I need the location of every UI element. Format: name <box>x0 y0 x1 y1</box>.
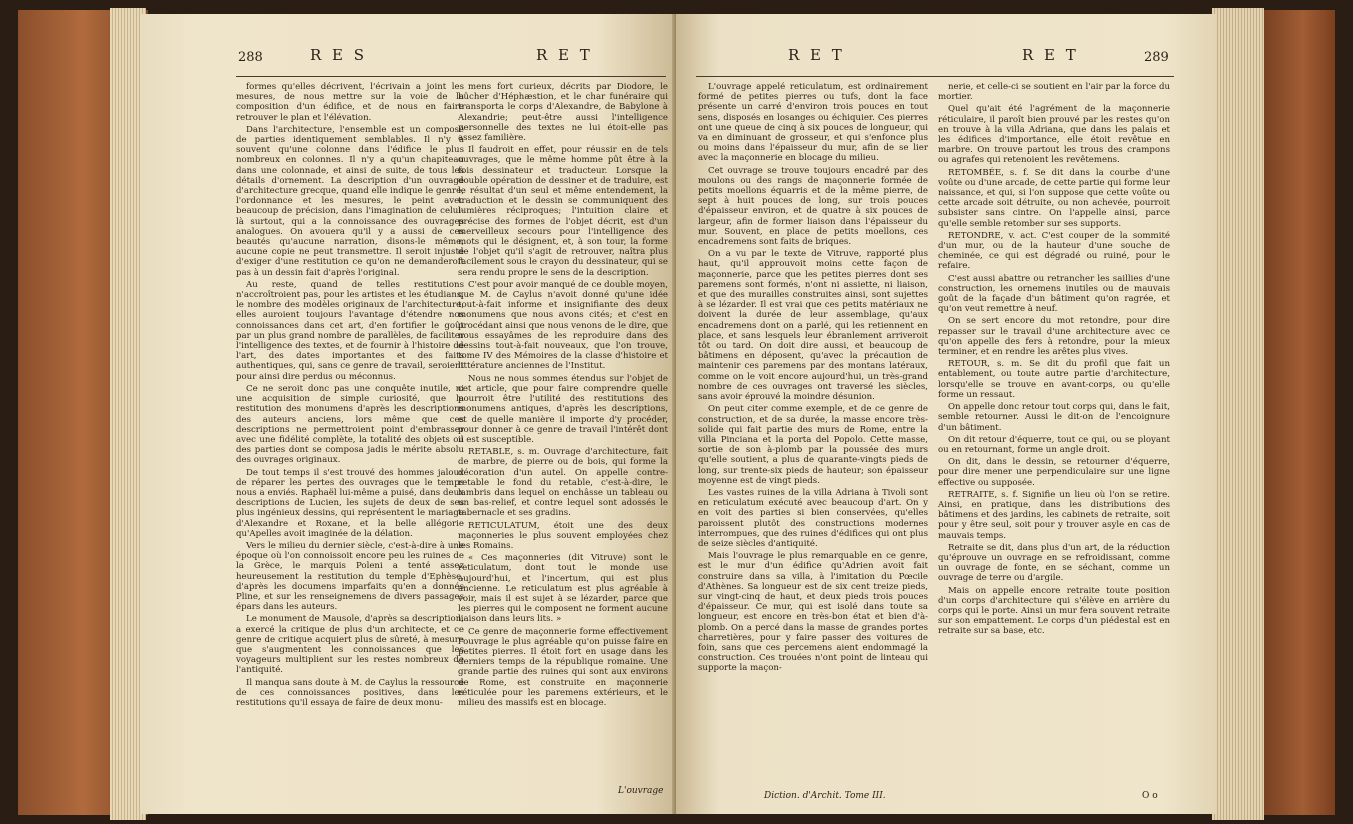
paragraph: L'ouvrage appelé reticulatum, est ordinairement formé de petites pierres ou tufs, dont la face présente un carré d'environ trois pouces en tout sens, disposés en losanges ou échiquier. Ces pierres ont une queue de cinq à six pouces de longueur, qui va en diminuant de grosseur, et qui s'enfonce plus ou moins dans l'épaisseur du mur, afin de se lier avec la maçonnerie en blocage du milieu. <box>698 82 928 164</box>
header-rule <box>236 76 666 77</box>
text-column-1 <box>236 82 464 710</box>
paragraph: nerie, et celle-ci se soutient en l'air par la force du mortier. <box>938 82 1170 103</box>
paragraph: Au reste, quand de telles restitutions n'accroîtroient pas, pour les artistes et les étudians, le nombre des modèles originaux de l'architecture, elles auroient toujours l'avantage d'étendre nos connoissances dans cet art, d'en fortifier le goût par un plus grand nombre de parallèles, de faciliter l'intelligence des textes, et de fournir à l'histoire de l'art, des dates importantes et des faits authentiques, qui, sans ce genre de travail, seroient pour ainsi dire perdus ou méconnus. <box>236 279 464 382</box>
paragraph: Il manqua sans doute à M. de Caylus la ressource de ces connoissances positives, dans les restitutions qu'il essaya de faire de deux monu- <box>236 677 464 708</box>
paragraph: C'est pour avoir manqué de ce double moyen, que M. de Caylus n'avoit donné qu'une idée tout-à-fait informe et insignifiante des deux monumens que nous avons cités; et c'est en procédant ainsi que nous venons de le dire, que nous essayâmes de les reproduire dans des dessins tout-à-fait nouveaux, que l'on trouve, tome IV des Mémoires de la classe d'histoire et littérature anciennes de l'Institut. <box>458 279 668 372</box>
paragraph: RETABLE, s. m. Ouvrage d'architecture, fait de marbre, de pierre ou de bois, qui forme la décoration d'un autel. On appelle contre-retable le fond du retable, c'est-à-dire, le lambris dans lequel on enchâsse un tableau ou un bas-relief, et contre lequel sont adossés le tabernacle et ses gradins. <box>458 447 668 519</box>
paragraph: Vers le milieu du dernier siècle, c'est-à-dire à une époque où l'on connoissoit encore peu les ruines de la Grèce, le marquis Poleni a tenté assez heureusement la restitution du temple d'Ephèse, d'après les documens imparfaits qu'en a donnés Pline, et sur les renseignemens de divers passages épars dans les auteurs. <box>236 540 464 613</box>
paragraph: RETONDRE, v. act. C'est couper de la sommité d'un mur, ou de la hauteur d'une souche de cheminée, ce qui est dégradé ou ruiné, pour le refaire. <box>938 230 1170 272</box>
paragraph: mens fort curieux, décrits par Diodore, le bûcher d'Héphæstion, et le char funéraire qui transporta le corps d'Alexandre, de Babylone à Alexandrie; peut-être aussi l'intelligence personnelle des textes ne lui étoit-elle pas assez familière. <box>458 82 668 144</box>
text-column-2 <box>458 82 668 710</box>
book-cover-right <box>1255 10 1335 815</box>
paragraph: On appelle donc retour tout corps qui, dans le fait, semble retourner. Aussi le dit-on de l'encoignure d'un bâtiment. <box>938 402 1170 433</box>
footer-note: Diction. d'Archit. Tome III. <box>764 791 886 801</box>
paragraph: Cet ouvrage se trouve toujours encadré par des moulons ou des rangs de maçonnerie formée de petits moellons équarris et de la même pierre, de sept à huit pouces de long, sur trois pouces d'épaisseur environ, et de quatre à six pouces de largeur, afin de former liaison dans l'épaisseur du mur. Souvent, en place de petits moellons, ces encadremens sont faits de briques. <box>698 165 928 248</box>
paragraph: On dit retour d'équerre, tout ce qui, ou se ployant ou en retournant, forme un angle droit. <box>938 434 1170 455</box>
running-head-left: R E T <box>788 46 845 64</box>
paragraph: On peut citer comme exemple, et de ce genre de construction, et de sa durée, la masse encore très-solide qui fait partie des murs de Rome, entre la villa Pinciana et la porta del Popolo. Cette masse, sortie de son à-plomb par la poussée des murs qu'elle soutient, a plus de quarante-vingts pieds de long, sur trente-six pieds de hauteur; son épaisseur moyenne est de vingt pieds. <box>698 404 928 486</box>
paragraph: Les vastes ruines de la villa Adriana à Tivoli sont en reticulatum exécuté avec beaucoup d'art. On y en voit des parties si bien conservées, qu'elles paroissent plutôt des constructions modernes interrompues, que des ruines d'édifices qui ont plus de seize siècles d'antiquité. <box>698 487 928 549</box>
paragraph: De tout temps il s'est trouvé des hommes jaloux de réparer les pertes des ouvrages que le temps nous a enviés. Raphaël lui-même a puisé, dans deux descriptions de Lucien, les sujets de deux de ses plus ingénieux dessins, qui représentent le mariage d'Alexandre et Roxane, et la belle allégorie qu'Apelles avoit imaginée de la délation. <box>236 467 464 539</box>
paragraph: Il faudroit en effet, pour réussir en de tels ouvrages, que le même homme pût être à la fois dessinateur et traducteur. Lorsque la double opération de dessiner et de traduire, est le résultat d'un seul et même entendement, la traduction et le dessin se communiquent des lumières réciproques; l'intuition claire et précise des formes de l'objet décrit, est d'un merveilleux secours pour l'intelligence des mots qui le désignent, et, à son tour, la forme de l'objet qu'il s'agit de retrouver, naîtra plus facilement sous le crayon du dessinateur, qui se sera rendu propre le sens de la description. <box>458 145 668 278</box>
right-page <box>676 14 1216 814</box>
text-column-2 <box>938 82 1170 639</box>
paragraph: Dans l'architecture, l'ensemble est un composé de parties identiquement semblables. Il n'y a souvent qu'une colonne dans l'édifice le plus nombreux en colonnes. Il n'y a qu'un chapiteau dans une colonnade, et ainsi de suite, de tous les détails d'ornement. La description d'un ouvrage d'architecture grecque, quand elle indique le genre, l'ordonnance et les mesures, le peint avec beaucoup de précision, dans l'imagination de celui-là surtout, qui a la connoissance des ouvrages analogues. On avouera qu'il y a aussi de ces beautés qu'aucune narration, disons-le même, aucune copie ne peut transmettre. Il seroit injuste d'exiger d'une restitution ce qu'on ne demanderoit pas à un dessin fait d'après l'original. <box>236 124 464 278</box>
left-page <box>140 14 676 814</box>
paragraph: Ce genre de maçonnerie forme effectivement l'ouvrage le plus agréable qu'on puisse faire en petites pierres. Il étoit fort en usage dans les derniers temps de la république romaine. Une grande partie des ruines qui sont aux environs de Rome, est construite en maçonnerie réticulée pour les paremens extérieurs, et le milieu des massifs est en blocage. <box>458 626 668 708</box>
page-number: 289 <box>1144 50 1169 65</box>
running-head-right: R E T <box>536 46 593 64</box>
paragraph: C'est aussi abattre ou retrancher les saillies d'une construction, les ornemens inutiles ou de mauvais goût de la façade d'un bâtiment qu'on ragrée, et qu'on veut remettre à neuf. <box>938 273 1170 315</box>
paragraph: Mais l'ouvrage le plus remarquable en ce genre, est le mur d'un édifice qu'Adrien avoit fait construire dans sa villa, à l'imitation du Pœcile d'Athènes. Sa longueur est de six cent treize pieds, sur vingt-cinq de haut, et deux pieds trois pouces d'épaisseur. Ce mur, qui est isolé dans toute sa longueur, est encore en très-bon état et bien d'à-plomb. On a percé dans la masse de grandes portes charretières, pour y faire passer des voitures de foin, sans que ces percemens aient endommagé la construction. Ces trouées n'ont point de linteau qui supporte la maçon- <box>698 551 928 674</box>
signature-mark: O o <box>1142 791 1158 801</box>
paragraph: Quel qu'ait été l'agrément de la maçonnerie réticulaire, il paroît bien prouvé par les restes qu'on en trouve à la villa Adriana, que dans les palais et les édifices d'importance, elle étoit revêtue en marbre. On trouve partout les trous des crampons ou agrafes qui retenoient les revêtemens. <box>938 104 1170 166</box>
paragraph: RETICULATUM, étoit une des deux maçonneries le plus souvent employées chez les Romains. <box>458 520 668 551</box>
paragraph: Ce ne seroit donc pas une conquête inutile, ni une acquisition de simple curiosité, que la restitution des monumens d'après les descriptions des auteurs anciens, lors même que ces descriptions ne permettroient point d'embrasser avec une fidélité complète, la totalité des objets ou des parties dont se composa jadis le mérite absolu des ouvrages originaux. <box>236 383 464 466</box>
text-column-1 <box>698 82 928 676</box>
catchword: L'ouvrage <box>618 786 664 796</box>
page-edges-right <box>1212 8 1264 820</box>
paragraph: RETOUR, s. m. Se dit du profil que fait un entablement, ou toute autre partie d'architecture, lorsqu'elle se trouve en avant-corps, ou qu'elle forme un ressaut. <box>938 359 1170 400</box>
running-head-right: R E T <box>1022 46 1079 64</box>
paragraph: Retraite se dit, dans plus d'un art, de la réduction qu'éprouve un ouvrage en se refroidissant, comme un ouvrage de fonte, en se séchant, comme un ouvrage de terre ou d'argile. <box>938 542 1170 584</box>
paragraph: Le monument de Mausole, d'après sa description, a exercé la critique de plus d'un architecte, et ce genre de critique acquiert plus de sûreté, à mesure que s'augmentent les connoissances que les voyageurs multiplient sur les restes nombreux de l'antiquité. <box>236 614 464 676</box>
paragraph: On dit, dans le dessin, se retourner d'équerre, pour dire mener une perpendiculaire sur une ligne effective ou supposée. <box>938 457 1170 488</box>
paragraph: formes qu'elles décrivent, l'écrivain a joint les mesures, de nous mettre sur la voie de la composition d'un édifice, et de nous en faire retrouver le plan et l'élévation. <box>236 82 464 123</box>
header-rule <box>696 76 1174 77</box>
paragraph: On se sert encore du mot retondre, pour dire repasser sur le travail d'une architecture avec ce qu'on appelle des fers à retondre, pour la mieux terminer, et en rendre les arêtes plus vives. <box>938 316 1170 358</box>
paragraph: On a vu par le texte de Vitruve, rapporté plus haut, qu'il approuvoit moins cette façon de maçonnerie, parce que les petites pierres dont ses paremens sont formés, n'ont ni assiette, ni liaison, et que des murailles construites ainsi, sont sujettes à se lézarder. Il est vrai que ces petits matériaux ne doivent la durée de leur assemblage, qu'aux encadremens dont on a parlé, qui les retiennent en place, et sans lesquels leur ébranlement arriveroit tôt ou tard. On doit dire aussi, et beaucoup de bâtimens en déposent, qu'avec la précaution de maintenir ces paremens par des montans latéraux, comme on le voit encore aujourd'hui, un très-grand nombre de ces ouvrages ont traversé les siècles, sans avoir éprouvé la moindre désunion. <box>698 249 928 403</box>
paragraph: RETOMBÉE, s. f. Se dit dans la courbe d'une voûte ou d'une arcade, de cette partie qui forme leur naissance, et qui, si l'on suppose que cette voûte ou cette arcade soit détruite, ou non achevée, pourroit subsister sans cintre. On l'appelle ainsi, parce qu'elle semble retomber sur ses supports. <box>938 167 1170 229</box>
paragraph: Mais on appelle encore retraite toute position d'un corps d'architecture qui s'élève en arrière du corps qui le porte. Ainsi un mur fera souvent retraite sur son empattement. Le corps d'un piédestal est en retraite sur sa base, etc. <box>938 585 1170 637</box>
page-number: 288 <box>238 50 263 65</box>
paragraph: RETRAITE, s. f. Signifie un lieu où l'on se retire. Ainsi, en pratique, dans les distributions des bâtimens et des jardins, les cabinets de retraite, soit pour y être seul, soit pour y trouver asyle en cas de mauvais temps. <box>938 489 1170 541</box>
running-head-left: R E S <box>310 46 368 64</box>
paragraph: « Ces maçonneries (dit Vitruve) sont le reticulatum, dont tout le monde use aujourd'hui, et l'incertum, qui est plus ancienne. Le reticulatum est plus agréable à voir, mais il est sujet à se lézarder, parce que les pierres qui le composent ne forment aucune liaison dans leurs lits. » <box>458 553 668 625</box>
paragraph: Nous ne nous sommes étendus sur l'objet de cet article, que pour faire comprendre quelle pourroit être l'utilité des restitutions des monumens antiques, d'après les descriptions, et de quelle manière il importe d'y procéder, pour donner à ce genre de travail l'intérêt dont il est susceptible. <box>458 373 668 445</box>
